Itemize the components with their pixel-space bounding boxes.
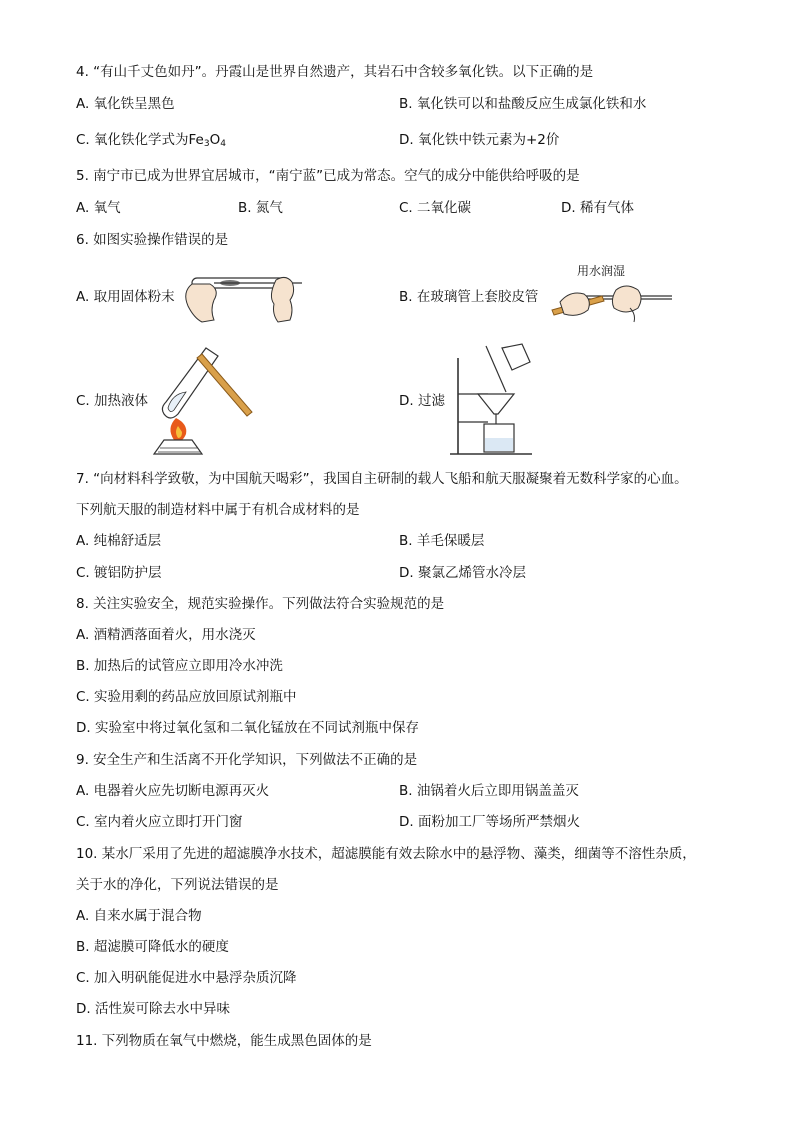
question-11-stem: 11. 下列物质在氧气中燃烧，能生成黑色固体的是	[76, 1033, 372, 1049]
question-6-option-a[interactable]: A. 取用固体粉末	[76, 289, 175, 305]
figure-filtration	[448, 338, 538, 458]
question-4-option-b[interactable]: B. 氧化铁可以和盐酸反应生成氯化铁和水	[399, 96, 647, 112]
question-7-option-a[interactable]: A. 纯棉舒适层	[76, 533, 162, 549]
question-7-option-d[interactable]: D. 聚氯乙烯管水冷层	[399, 565, 526, 581]
question-9-option-a[interactable]: A. 电器着火应先切断电源再灭火	[76, 783, 270, 799]
question-4-option-d[interactable]: D. 氧化铁中铁元素为+2价	[399, 132, 560, 148]
figure-heating-liquid	[150, 340, 256, 458]
figure-solid-powder	[178, 262, 308, 324]
question-7-stem-cont: 下列航天服的制造材料中属于有机合成材料的是	[76, 502, 360, 518]
question-10-stem: 10. 某水厂采用了先进的超滤膜净水技术，超滤膜能有效去除水中的悬浮物、藻类，细菌等不溶性杂质，	[76, 846, 696, 862]
question-4-stem: 4. “有山千丈色如丹”。丹霞山是世界自然遗产，其岩石中含较多氧化铁。以下正确的是	[76, 64, 594, 80]
question-8-option-c[interactable]: C. 实验用剩的药品应放回原试剂瓶中	[76, 689, 297, 705]
question-5-option-c[interactable]: C. 二氧化碳	[399, 200, 472, 216]
formula-sub-4: 4	[220, 139, 226, 149]
question-8-option-b[interactable]: B. 加热后的试管应立即用冷水冲洗	[76, 658, 283, 674]
option-c-prefix: C. 氧化铁化学式为	[76, 132, 189, 148]
question-10-option-d[interactable]: D. 活性炭可除去水中异味	[76, 1001, 230, 1017]
question-6-stem: 6. 如图实验操作错误的是	[76, 232, 229, 248]
question-10-option-c[interactable]: C. 加入明矾能促进水中悬浮杂质沉降	[76, 970, 297, 986]
question-7-option-c[interactable]: C. 镀铝防护层	[76, 565, 162, 581]
question-6-option-b[interactable]: B. 在玻璃管上套胶皮管	[399, 289, 539, 305]
question-9-stem: 9. 安全生产和生活离不开化学知识，下列做法不正确的是	[76, 752, 418, 768]
question-7-stem: 7. “向材料科学致敬，为中国航天喝彩”，我国自主研制的载人飞船和航天服凝聚着无数科学家的心血。	[76, 471, 688, 487]
question-5-option-a[interactable]: A. 氧气	[76, 200, 121, 216]
question-10-option-b[interactable]: B. 超滤膜可降低水的硬度	[76, 939, 229, 955]
question-8-option-d[interactable]: D. 实验室中将过氧化氢和二氧化锰放在不同试剂瓶中保存	[76, 720, 419, 736]
question-9-option-d[interactable]: D. 面粉加工厂等场所严禁烟火	[399, 814, 580, 830]
question-8-option-a[interactable]: A. 酒精洒落面着火，用水浇灭	[76, 627, 256, 643]
figure-b-caption: 用水润湿	[577, 264, 626, 278]
formula-fe: Fe	[188, 132, 204, 148]
question-6-option-c[interactable]: C. 加热液体	[76, 393, 149, 409]
formula-sub-3: 3	[203, 139, 210, 149]
formula-o: O	[209, 132, 221, 148]
question-4-option-c[interactable]	[76, 131, 226, 153]
question-10-stem-cont: 关于水的净化，下列说法错误的是	[76, 877, 279, 893]
question-5-option-d[interactable]: D. 稀有气体	[561, 200, 634, 216]
question-7-option-b[interactable]: B. 羊毛保暖层	[399, 533, 485, 549]
question-9-option-b[interactable]: B. 油锅着火后立即用锅盖盖灭	[399, 783, 579, 799]
question-9-option-c[interactable]: C. 室内着火应立即打开门窗	[76, 814, 243, 830]
question-5-stem: 5. 南宁市已成为世界宜居城市，“南宁蓝”已成为常态。空气的成分中能供给呼吸的是	[76, 168, 580, 184]
question-5-option-b[interactable]: B. 氮气	[238, 200, 283, 216]
question-8-stem: 8. 关注实验安全，规范实验操作。下列做法符合实验规范的是	[76, 596, 445, 612]
question-10-option-a[interactable]: A. 自来水属于混合物	[76, 908, 202, 924]
question-4-option-a[interactable]: A. 氧化铁呈黑色	[76, 96, 175, 112]
question-6-option-d[interactable]: D. 过滤	[399, 393, 445, 409]
figure-rubber-tube	[546, 280, 674, 326]
